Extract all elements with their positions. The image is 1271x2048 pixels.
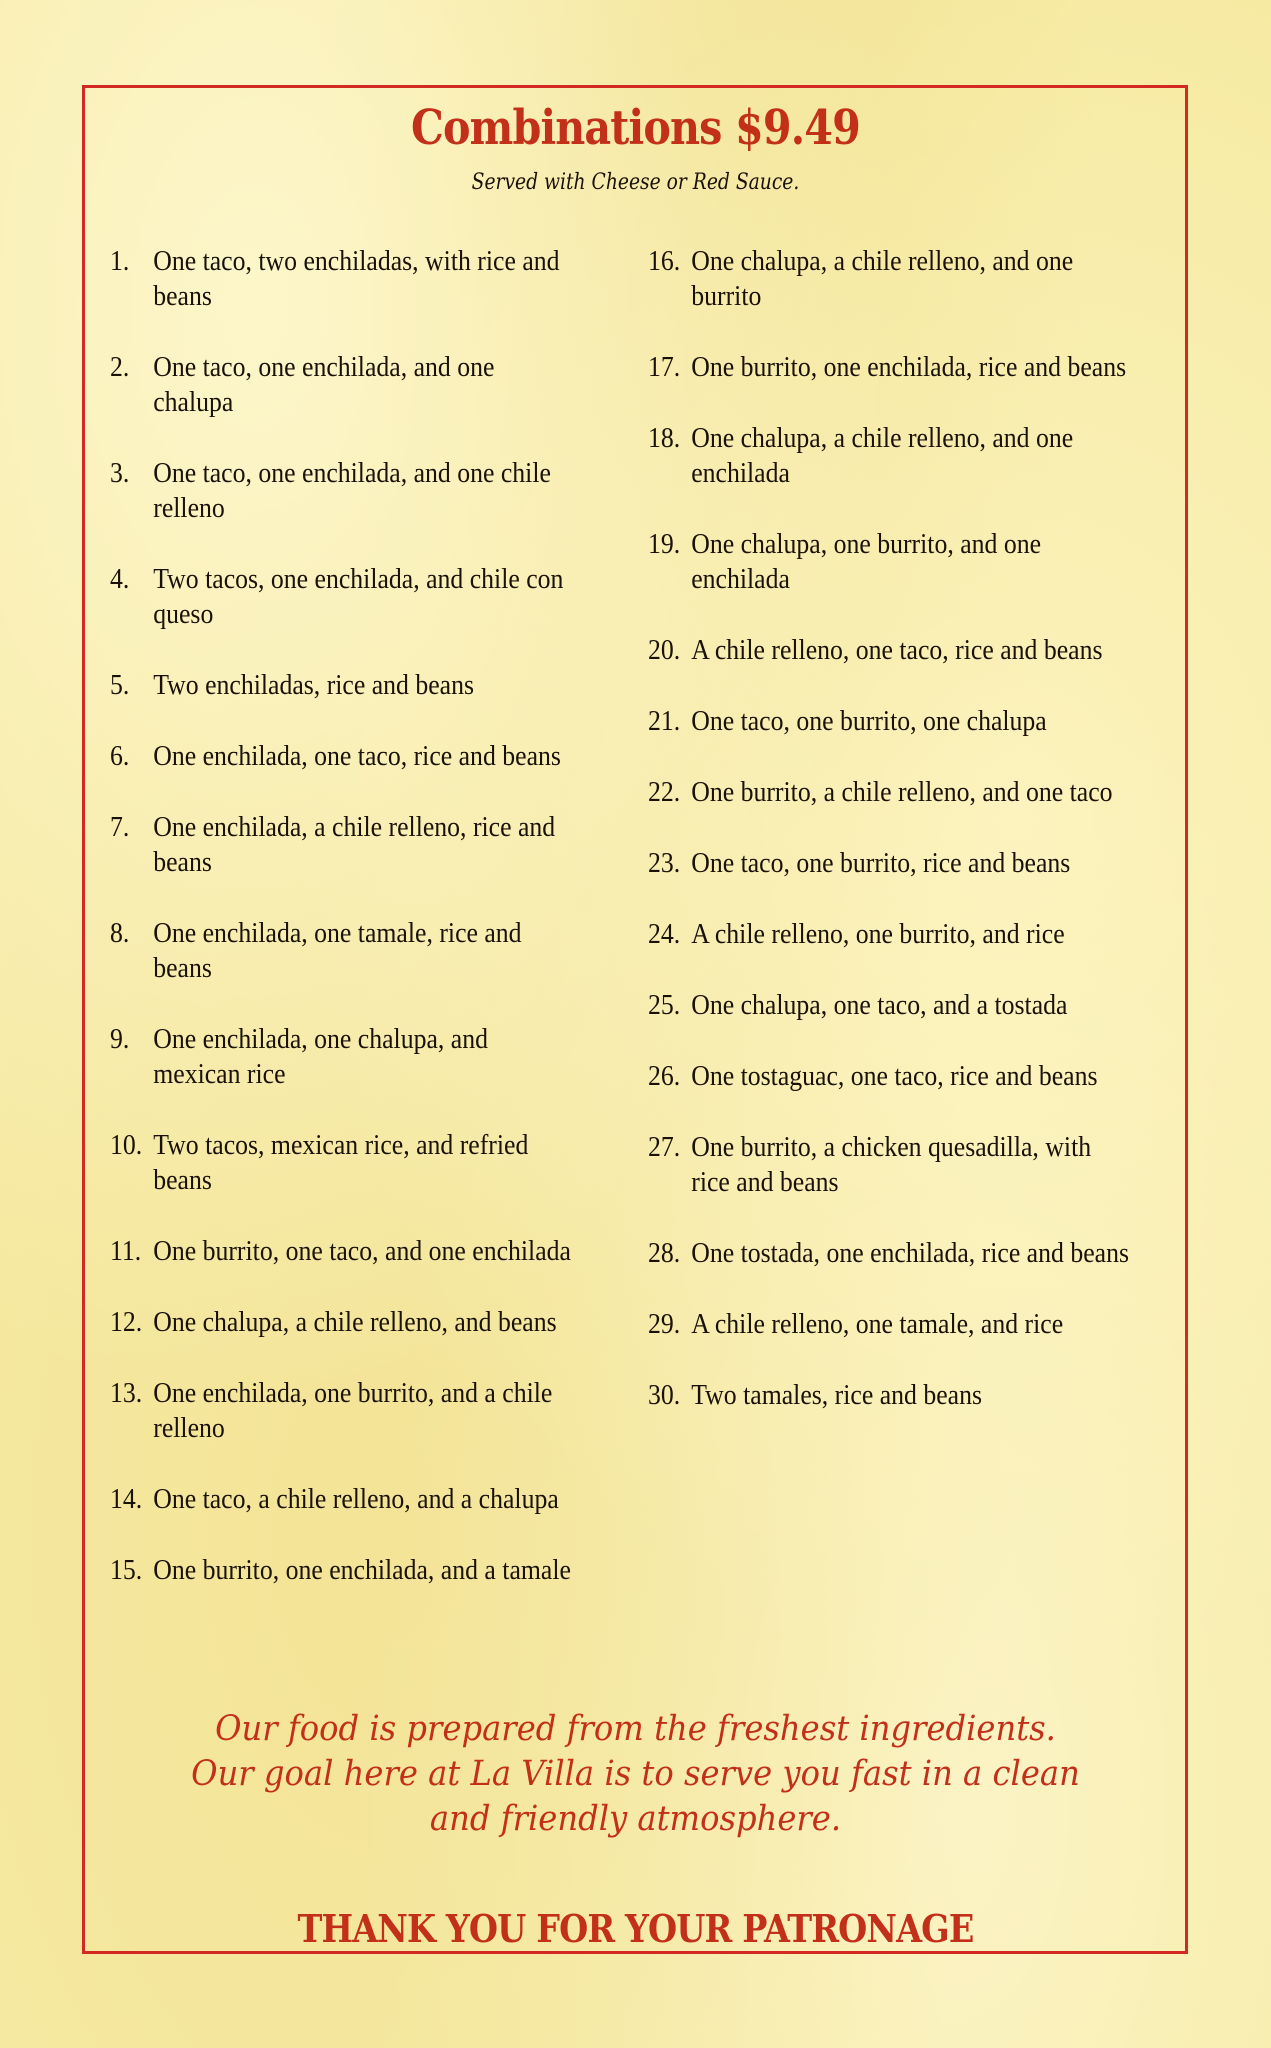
combination-number: 19.: [648, 529, 681, 560]
combination-item-5: [110, 668, 579, 703]
combination-number: 1.: [110, 246, 130, 277]
combination-item-11: [110, 1234, 579, 1269]
combination-text: Two tamales, rice and beans: [691, 1380, 982, 1411]
combination-number: 8.: [110, 918, 130, 949]
combination-text: A chile relleno, one tamale, and rice: [691, 1309, 1064, 1340]
combination-text: One taco, one burrito, one chalupa: [691, 706, 1047, 737]
combination-item-30: [648, 1378, 1136, 1413]
combination-text: One burrito, a chicken quesadilla, with rice and beans: [691, 1132, 1092, 1198]
combination-item-17: [648, 350, 1136, 385]
combination-text: One taco, a chile relleno, and a chalupa: [153, 1484, 559, 1515]
combination-item-8: [110, 916, 579, 986]
combination-item-26: [648, 1059, 1136, 1094]
combination-number: 10.: [110, 1130, 143, 1161]
combination-item-20: [648, 633, 1136, 668]
combination-item-22: [648, 775, 1136, 810]
combination-number: 28.: [648, 1238, 681, 1269]
combination-number: 18.: [648, 423, 681, 454]
combination-item-23: [648, 846, 1136, 881]
footer-message: [51, 1707, 1220, 1842]
combination-item-14: [110, 1482, 579, 1517]
combination-item-2: [110, 350, 579, 420]
combination-text: One taco, two enchiladas, with rice and beans: [153, 246, 560, 312]
combination-number: 12.: [110, 1307, 143, 1338]
combination-number: 26.: [648, 1061, 681, 1092]
combination-item-4: [110, 562, 579, 632]
combination-number: 16.: [648, 246, 681, 277]
combination-item-13: [110, 1376, 579, 1446]
footer-message-line: and friendly atmosphere.: [429, 1799, 842, 1839]
combination-item-18: [648, 421, 1136, 491]
combination-item-6: [110, 739, 579, 774]
combination-number: 9.: [110, 1024, 130, 1055]
combination-item-15: [110, 1553, 579, 1588]
combination-text: One chalupa, one burrito, and one enchilada: [691, 529, 1042, 595]
combinations-list-left: [110, 244, 620, 1624]
combination-text: One burrito, one enchilada, and a tamale: [153, 1555, 571, 1586]
combination-number: 21.: [648, 706, 681, 737]
combination-text: One tostada, one enchilada, rice and beans: [691, 1238, 1129, 1269]
combination-item-3: [110, 456, 579, 526]
combination-number: 3.: [110, 458, 130, 489]
combination-number: 6.: [110, 741, 130, 772]
combination-text: One taco, one enchilada, and one chalupa: [153, 352, 495, 418]
combination-item-7: [110, 810, 579, 880]
combination-number: 20.: [648, 635, 681, 666]
combination-number: 25.: [648, 990, 681, 1021]
combination-number: 5.: [110, 670, 130, 701]
combination-text: One taco, one enchilada, and one chile relleno: [153, 458, 551, 524]
combination-text: One enchilada, one burrito, and a chile relleno: [153, 1378, 553, 1444]
combination-text: One chalupa, one taco, and a tostada: [691, 990, 1068, 1021]
combination-number: 14.: [110, 1484, 143, 1515]
combination-text: One burrito, one enchilada, rice and beans: [691, 352, 1127, 383]
combination-number: 4.: [110, 564, 130, 595]
combination-number: 22.: [648, 777, 681, 808]
combination-text: One taco, one burrito, rice and beans: [691, 848, 1071, 879]
combinations-list-right: [648, 244, 1178, 1449]
page-subtitle: Served with Cheese or Red Sauce.: [471, 170, 800, 195]
combination-item-9: [110, 1022, 579, 1092]
combination-number: 13.: [110, 1378, 143, 1409]
combination-text: One burrito, one taco, and one enchilada: [153, 1236, 571, 1267]
combination-text: Two tacos, mexican rice, and refried beans: [153, 1130, 529, 1196]
combination-number: 17.: [648, 352, 681, 383]
combination-text: One burrito, a chile relleno, and one taco: [691, 777, 1113, 808]
combination-number: 11.: [110, 1236, 142, 1267]
combination-text: A chile relleno, one taco, rice and beans: [691, 635, 1103, 666]
footer-message-line: Our food is prepared from the freshest ingredients.: [215, 1709, 1056, 1749]
combination-number: 23.: [648, 848, 681, 879]
combination-item-12: [110, 1305, 579, 1340]
combination-item-24: [648, 917, 1136, 952]
combination-number: 30.: [648, 1380, 681, 1411]
combination-item-25: [648, 988, 1136, 1023]
combination-text: One enchilada, a chile relleno, rice and beans: [153, 812, 556, 878]
combination-text: One chalupa, a chile relleno, and one enchilada: [691, 423, 1074, 489]
combination-number: 15.: [110, 1555, 143, 1586]
footer-message-line: Our goal here at La Villa is to serve you fast in a clean: [191, 1754, 1080, 1794]
combination-item-19: [648, 527, 1136, 597]
combination-text: A chile relleno, one burrito, and rice: [691, 919, 1065, 950]
combination-item-28: [648, 1236, 1136, 1271]
combination-text: Two tacos, one enchilada, and chile con queso: [153, 564, 564, 630]
combination-text: One enchilada, one tamale, rice and beans: [153, 918, 522, 984]
combination-item-16: [648, 244, 1136, 314]
combination-text: One chalupa, a chile relleno, and beans: [153, 1307, 557, 1338]
combination-text: One tostaguac, one taco, rice and beans: [691, 1061, 1098, 1092]
combination-item-29: [648, 1307, 1136, 1342]
combination-number: 29.: [648, 1309, 681, 1340]
combination-text: Two enchiladas, rice and beans: [153, 670, 475, 701]
combination-text: One chalupa, a chile relleno, and one burrito: [691, 246, 1074, 312]
combination-text: One enchilada, one taco, rice and beans: [153, 741, 561, 772]
combination-number: 27.: [648, 1132, 681, 1163]
combination-text: One enchilada, one chalupa, and mexican rice: [153, 1024, 488, 1090]
combination-item-10: [110, 1128, 579, 1198]
combination-item-21: [648, 704, 1136, 739]
page-title: Combinations $9.49: [410, 100, 861, 156]
thank-you-banner: THANK YOU FOR YOUR PATRONAGE: [297, 1906, 974, 1951]
combination-number: 24.: [648, 919, 681, 950]
combination-number: 2.: [110, 352, 130, 383]
combination-number: 7.: [110, 812, 130, 843]
combination-item-1: [110, 244, 579, 314]
combination-item-27: [648, 1130, 1136, 1200]
